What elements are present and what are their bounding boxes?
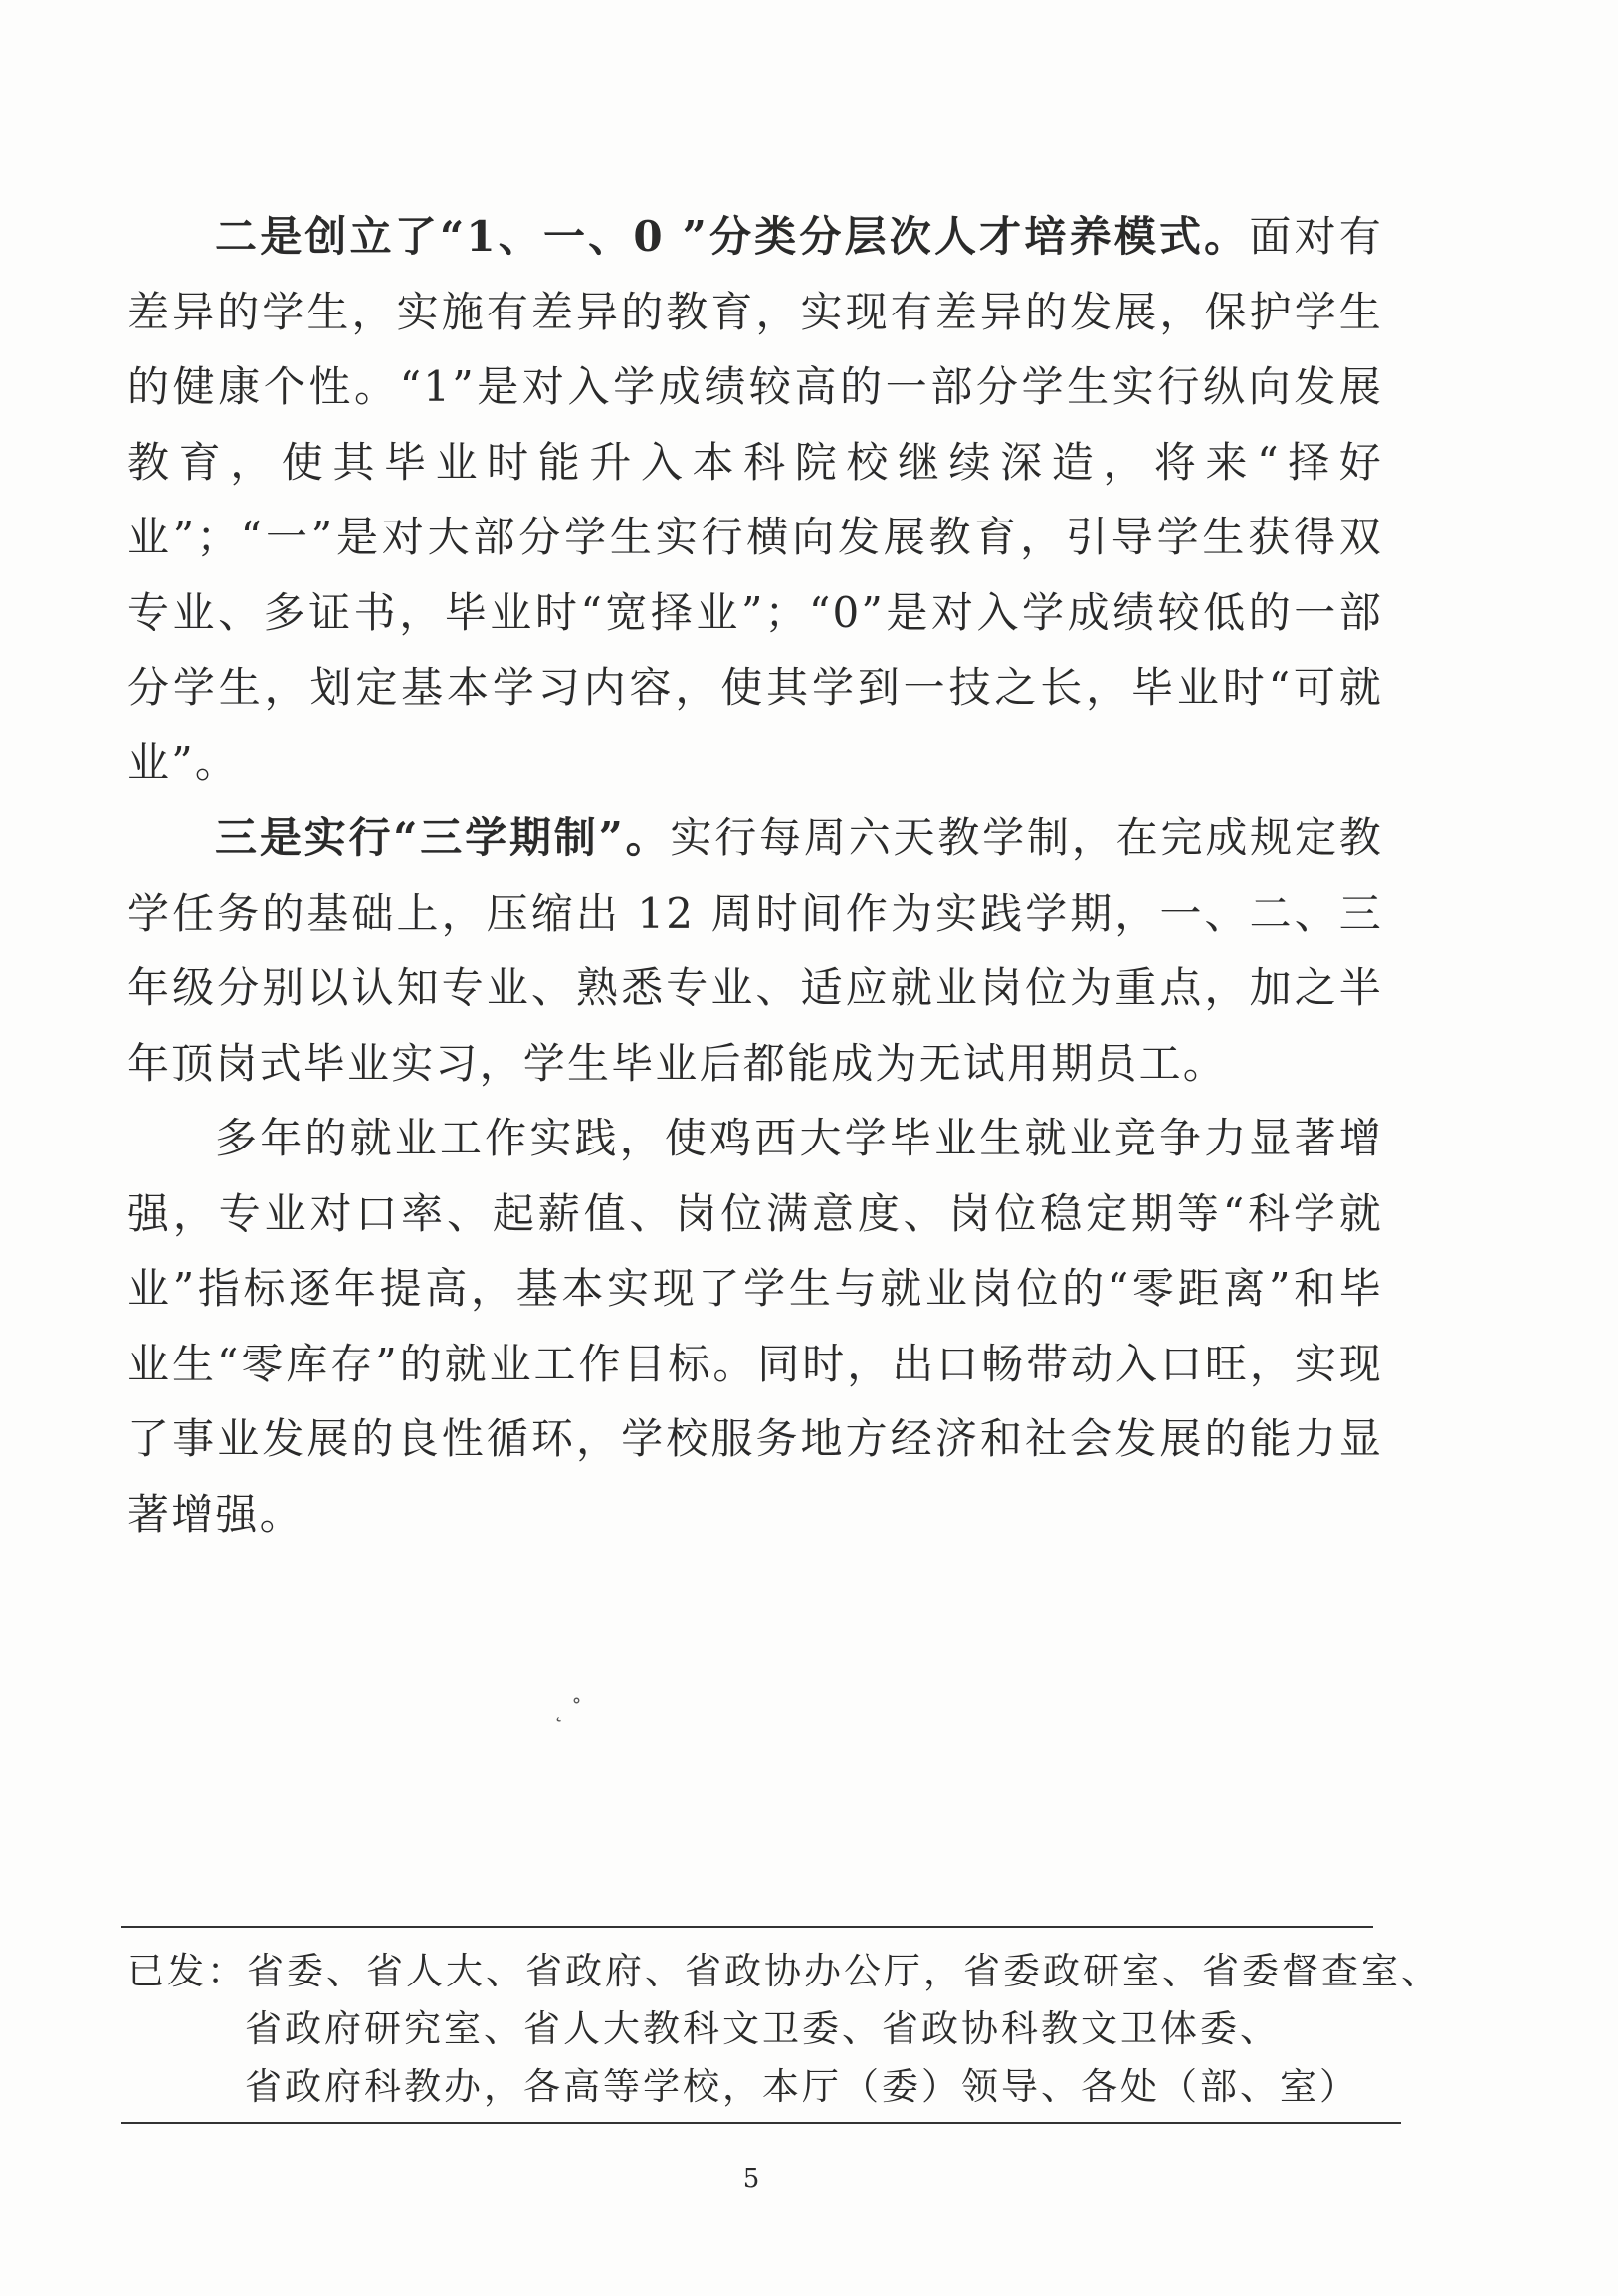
paragraph-employment-results	[127, 1101, 1383, 1552]
paragraph-body: 多年的就业工作实践，使鸡西大学毕业生就业竞争力显著增强，专业对口率、起薪值、岗位满意度、岗位稳定期等“科学就业”指标逐年提高，基本实现了学生与就业岗位的“零距离”和毕业生“零库存”的就业工作目标。同时，出口畅带动入口旺，实现了事业发展的良性循环，学校服务地方经济和社会发展的能力显著增强。	[127, 1114, 1383, 1539]
paragraph-lead: 二是创立了“1、一、0 ”分类分层次人才培养模式。	[215, 212, 1250, 261]
body-text	[127, 199, 1383, 1552]
distribution-top-rule	[121, 1926, 1373, 1928]
distribution-line: 已发：省委、省人大、省政府、省政协办公厅，省委政研室、省委督查室、	[127, 1950, 1441, 1992]
paragraph-training-model	[127, 199, 1383, 800]
paragraph-lead: 三是实行“三学期制”。	[215, 813, 671, 862]
page-number: 5	[742, 2164, 760, 2193]
distribution-list	[127, 1943, 1441, 2116]
paragraph-body: 实行每周六天教学制，在完成规定教学任务的基础上，压缩出 12 周时间作为实践学期，一、二、三年级分别以认知专业、熟悉专业、适应就业岗位为重点，加之半年顶岗式毕业实习，学生毕业后都能成为无试用期员工。	[127, 813, 1383, 1088]
paragraph-body: 面对有差异的学生，实施有差异的教育，实现有差异的发展，保护学生的健康个性。“1”是对入学成绩较高的一部分学生实行纵向发展教育，使其毕业时能升入本科院校继续深造，将来“择好业”；“一”是对大部分学生实行横向发展教育，引导学生获得双专业、多证书，毕业时“宽择业”；“0”是对入学成绩较低的一部分学生，划定基本学习内容，使其学到一技之长，毕业时“可就业”。	[127, 212, 1383, 787]
distribution-bottom-rule	[121, 2122, 1401, 2124]
distribution-line: 省政府研究室、省人大教科文卫委、省政协科教文卫体委、	[245, 2007, 1280, 2050]
paragraph-three-semester	[127, 800, 1383, 1101]
distribution-line: 省政府科教办，各高等学校，本厅（委）领导、各处（部、室）	[245, 2065, 1359, 2108]
scan-speck: ˛ ˚	[553, 1698, 582, 1723]
